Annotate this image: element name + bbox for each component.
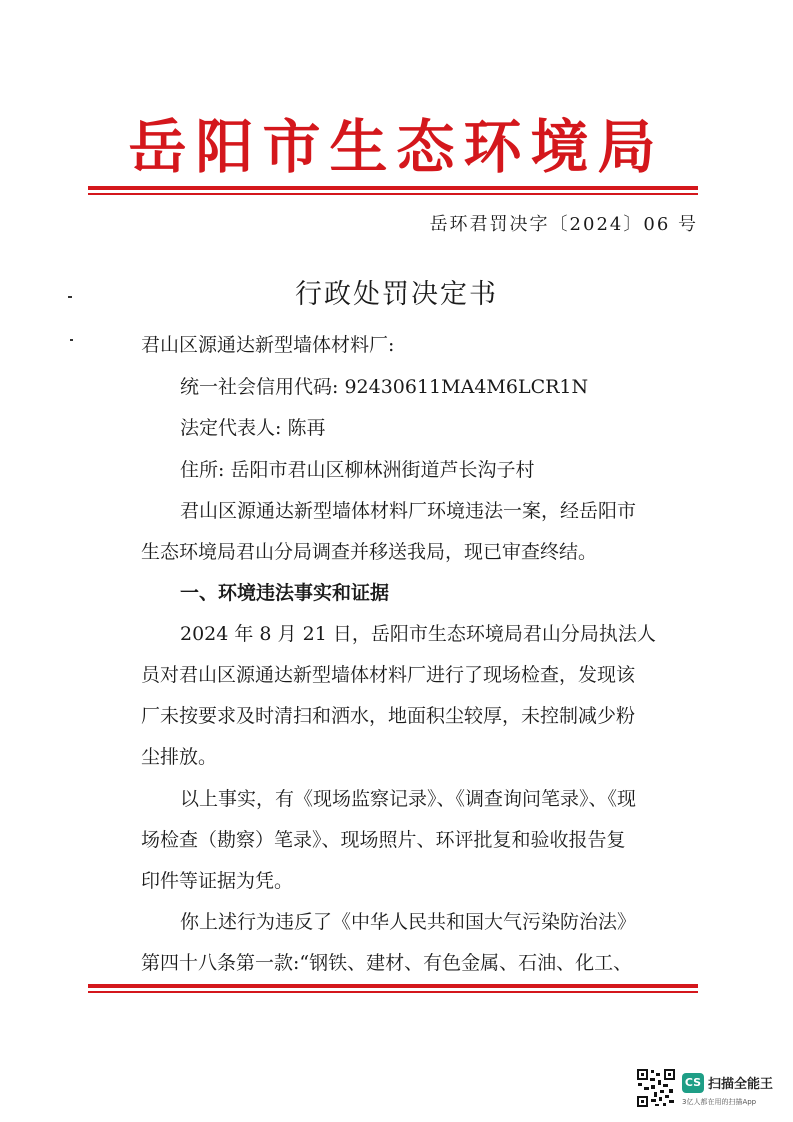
body-line: 尘排放。 [141, 746, 218, 768]
body-line: 你上述行为违反了《中华人民共和国大气污染防治法》 [180, 911, 637, 933]
scanner-tagline: 3亿人都在用的扫描App [682, 1098, 757, 1106]
footer-rule-thick [88, 984, 698, 988]
header-rule-thick [88, 186, 698, 190]
camscanner-logo-icon: CS [682, 1073, 704, 1093]
document-number: 岳环君罚决字〔2024〕06 号 [429, 214, 698, 235]
scan-speck [70, 339, 73, 341]
body-line: 法定代表人: 陈再 [180, 417, 326, 439]
body-line: 君山区源通达新型墙体材料厂: [141, 334, 395, 356]
document-title: 行政处罚决定书 [295, 279, 498, 310]
body-line: 2024 年 8 月 21 日，岳阳市生态环境局君山分局执法人 [180, 623, 656, 645]
body-line: 住所: 岳阳市君山区柳林洲街道芦长沟子村 [180, 459, 535, 481]
footer-rule-thin [88, 991, 698, 993]
body-line: 员对君山区源通达新型墙体材料厂进行了现场检查，发现该 [141, 664, 636, 686]
org-title: 岳阳市生态环境局 [128, 113, 665, 181]
scanner-watermark [636, 1068, 776, 1112]
body-line: 统一社会信用代码: 92430611MA4M6LCR1N [180, 376, 589, 398]
body-line: 第四十八条第一款:“钢铁、建材、有色金属、石油、化工、 [141, 952, 633, 974]
scan-speck [68, 296, 72, 298]
header-rule-thin [88, 193, 698, 195]
body-line: 印件等证据为凭。 [141, 870, 294, 892]
body-line: 君山区源通达新型墙体材料厂环境违法一案，经岳阳市 [180, 500, 637, 522]
body-line: 以上事实，有《现场监察记录》、《调查询问笔录》、《现 [180, 788, 637, 810]
body-line: 生态环境局君山分局调查并移送我局，现已审查终结。 [141, 541, 598, 563]
scanner-app-name: 扫描全能王 [708, 1077, 774, 1092]
body-line: 场检查（勘察）笔录》、现场照片、环评批复和验收报告复 [141, 829, 626, 851]
section-heading: 一、环境违法事实和证据 [180, 582, 390, 604]
qr-code-icon [636, 1068, 676, 1108]
body-line: 厂未按要求及时清扫和洒水，地面积尘较厚，未控制减少粉 [141, 705, 636, 727]
